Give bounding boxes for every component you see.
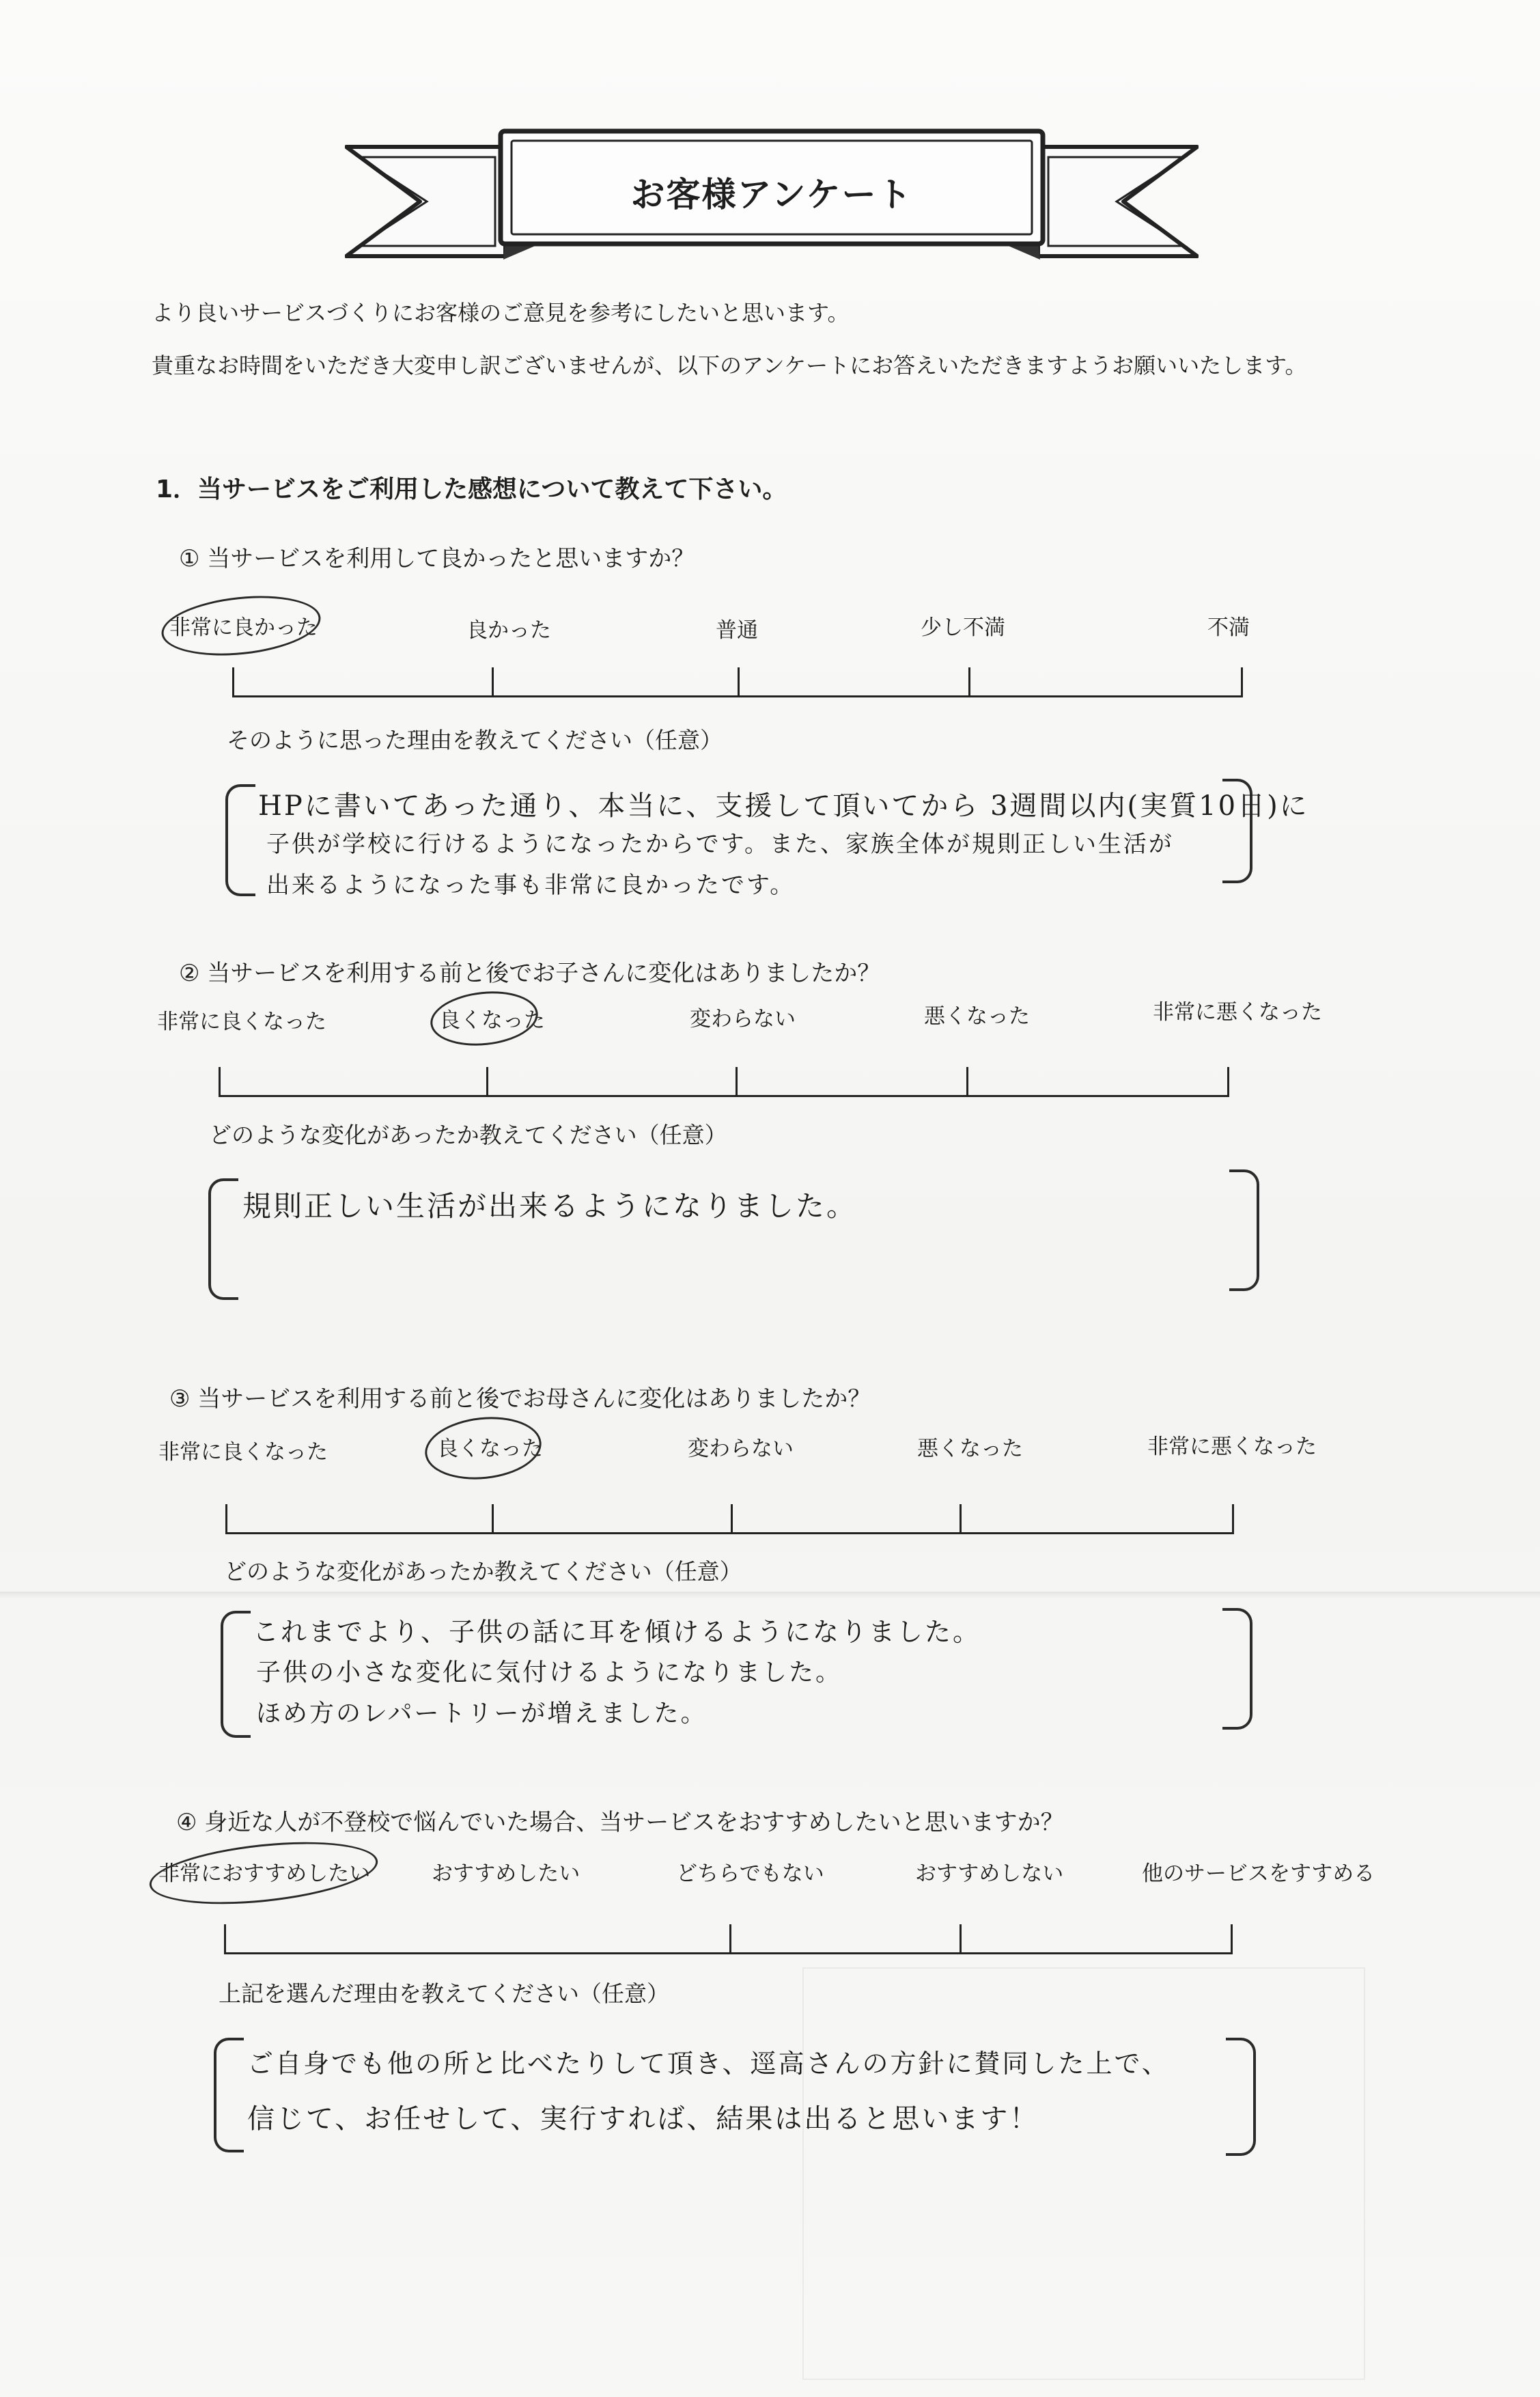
- q2-option-much-worse[interactable]: 非常に悪くなった: [1153, 1000, 1322, 1025]
- q4-answer-bracket-left: [214, 2038, 244, 2152]
- q3-scale-tick: [492, 1504, 494, 1534]
- q4-option-not-recommend[interactable]: おすすめしない: [915, 1861, 1064, 1886]
- q3-reason-label: どのような変化があったか教えてください（任意）: [224, 1558, 742, 1585]
- question-1-label: ① 当サービスを利用して良かったと思いますか？: [179, 545, 695, 572]
- q2-option-better[interactable]: 良くなった: [439, 1008, 545, 1033]
- q3-answer-line-2[interactable]: 子供の小さな変化に気付けるようになりました。: [256, 1659, 843, 1687]
- paper-fold-shadow: [0, 1592, 1540, 1598]
- q4-selection-circle: [147, 1833, 381, 1914]
- q4-scale-tick: [960, 1924, 962, 1954]
- q3-answer-line-3[interactable]: ほめ方のレパートリーが増えました。: [256, 1700, 708, 1728]
- q4-scale-tick: [1231, 1924, 1233, 1954]
- q2-answer-bracket-left: [208, 1178, 238, 1300]
- q4-reason-label: 上記を選んだ理由を教えてください（任意）: [219, 1980, 669, 2007]
- page-title: お客様アンケート: [630, 175, 913, 214]
- q1-rating-scale[interactable]: [232, 666, 1243, 697]
- question-3-label: ③ 当サービスを利用する前と後でお母さんに変化はありましたか？: [169, 1385, 871, 1413]
- q1-option-good[interactable]: 良かった: [466, 618, 551, 643]
- q1-option-neutral[interactable]: 普通: [716, 618, 758, 643]
- q3-option-much-better[interactable]: 非常に良くなった: [158, 1440, 328, 1465]
- q2-rating-scale[interactable]: [219, 1066, 1229, 1097]
- q4-answer-line-1[interactable]: ご自身でも他の所と比べたりして頂き、逕高さんの方針に賛同した上で、: [247, 2049, 1170, 2079]
- q3-scale-line: [225, 1532, 1234, 1534]
- q3-option-worse[interactable]: 悪くなった: [917, 1437, 1023, 1461]
- q3-option-much-worse[interactable]: 非常に悪くなった: [1147, 1435, 1317, 1459]
- q1-scale-tick: [1241, 667, 1243, 697]
- q2-scale-tick: [736, 1067, 738, 1097]
- q1-answer-line-3[interactable]: 出来るようになった事も非常に良かったです。: [266, 872, 796, 899]
- q2-reason-label: どのような変化があったか教えてください（任意）: [209, 1122, 727, 1148]
- intro-line-1: より良いサービスづくりにお客様のご意見を参考にしたいと思います。: [152, 300, 850, 326]
- q3-selection-circle: [422, 1411, 544, 1484]
- q3-scale-tick: [731, 1504, 733, 1534]
- q4-option-strongly-recommend[interactable]: 非常におすすめしたい: [158, 1861, 371, 1886]
- q4-scale-line: [224, 1952, 1233, 1954]
- q3-answer-line-1[interactable]: これまでより、子供の話に耳を傾けるようになりました。: [253, 1617, 981, 1647]
- q1-scale-tick: [492, 667, 494, 697]
- q2-option-worse[interactable]: 悪くなった: [924, 1004, 1030, 1029]
- q1-answer-bracket-left: [225, 784, 255, 896]
- q1-answer-line-2[interactable]: 子供が学校に行けるようになったからです。また、家族全体が規則正しい生活が: [266, 831, 1174, 858]
- q3-scale-tick: [225, 1504, 227, 1534]
- q4-option-recommend[interactable]: おすすめしたい: [432, 1861, 580, 1886]
- q4-answer-bracket-right: [1226, 2038, 1256, 2156]
- q4-option-neither[interactable]: どちらでもない: [676, 1861, 824, 1886]
- question-4-label: ④ 身近な人が不登校で悩んでいた場合、当サービスをおすすめしたいと思いますか？: [176, 1809, 1064, 1836]
- q3-answer-bracket-right: [1222, 1608, 1252, 1730]
- q2-scale-line: [219, 1095, 1229, 1097]
- q1-selection-circle: [158, 589, 323, 663]
- q1-option-very-good[interactable]: 非常に良かった: [169, 615, 318, 640]
- q3-option-better[interactable]: 良くなった: [437, 1437, 543, 1461]
- q3-rating-scale[interactable]: [225, 1503, 1234, 1534]
- q4-scale-tick: [729, 1924, 731, 1954]
- q2-scale-tick: [966, 1067, 968, 1097]
- q2-scale-tick: [1227, 1067, 1229, 1097]
- q4-option-other-service[interactable]: 他のサービスをすすめる: [1142, 1861, 1375, 1886]
- q1-reason-label: そのように思った理由を教えてください（任意）: [227, 727, 723, 753]
- q2-scale-tick: [219, 1067, 221, 1097]
- q3-option-no-change[interactable]: 変わらない: [688, 1437, 794, 1461]
- q3-scale-tick: [960, 1504, 962, 1534]
- q1-option-dissatisfied[interactable]: 不満: [1207, 615, 1250, 640]
- q4-answer-line-2[interactable]: 信じて、お任せして、実行すれば、結果は出ると思います！: [247, 2103, 1039, 2135]
- q2-selection-circle: [428, 986, 540, 1051]
- question-2-label: ② 当サービスを利用する前と後でお子さんに変化はありましたか？: [179, 960, 881, 987]
- q1-option-slightly-dissatisfied[interactable]: 少し不満: [921, 615, 1005, 640]
- q2-scale-tick: [486, 1067, 488, 1097]
- q3-scale-tick: [1232, 1504, 1234, 1534]
- q1-scale-tick: [232, 667, 234, 697]
- q1-answer-line-1[interactable]: HPに書いてあった通り、本当に、支援して頂いてから 3週間以内(実質10日)に: [258, 790, 1309, 822]
- q2-option-much-better[interactable]: 非常に良くなった: [157, 1010, 326, 1034]
- reverse-side-bleed: [802, 1967, 1365, 2380]
- q1-scale-tick: [738, 667, 740, 697]
- q4-rating-scale[interactable]: [224, 1923, 1233, 1954]
- q3-answer-bracket-left: [221, 1611, 251, 1738]
- section-heading: 1．当サービスをご利用した感想について教えて下さい。: [156, 475, 787, 503]
- q2-option-no-change[interactable]: 変わらない: [690, 1007, 796, 1031]
- q2-answer-bracket-right: [1229, 1169, 1259, 1291]
- q1-scale-tick: [968, 667, 970, 697]
- q4-scale-tick: [224, 1924, 226, 1954]
- intro-line-2: 貴重なお時間をいただき大変申し訳ございませんが、以下のアンケートにお答えいただきますようお願いいたします。: [152, 352, 1307, 378]
- q2-answer-line-1[interactable]: 規則正しい生活が出来るようになりました。: [242, 1189, 858, 1223]
